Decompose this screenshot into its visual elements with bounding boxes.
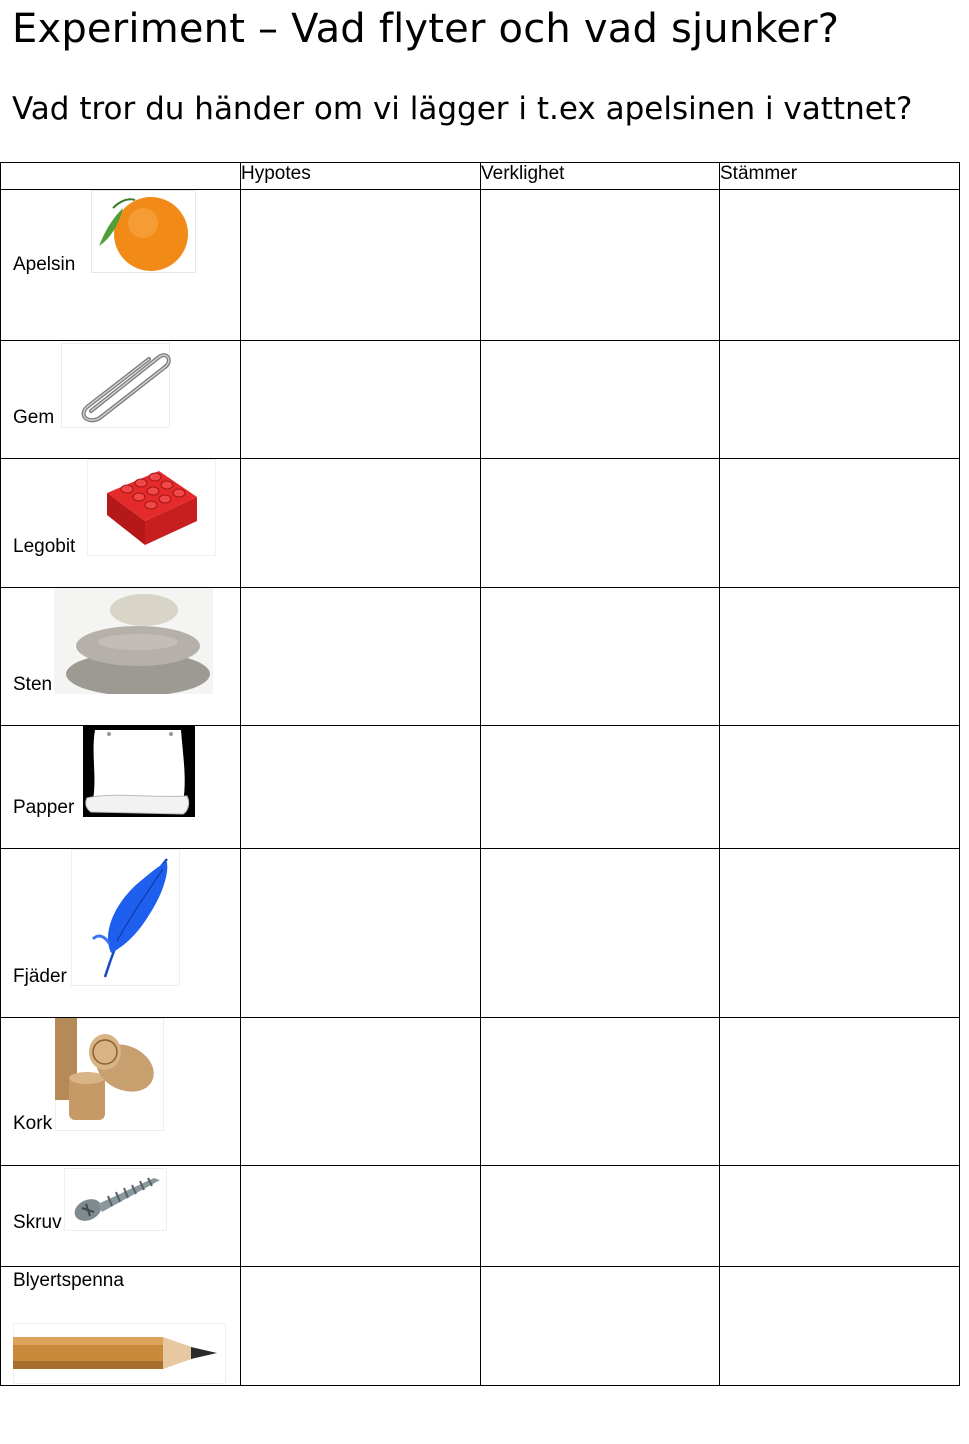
hypotes-cell[interactable] bbox=[241, 190, 481, 341]
verklighet-cell[interactable] bbox=[481, 849, 720, 1018]
hypotes-cell[interactable] bbox=[241, 341, 481, 459]
hypotes-cell[interactable] bbox=[241, 1166, 481, 1267]
table-row bbox=[1, 849, 960, 1018]
item-cell-kork bbox=[1, 1018, 241, 1166]
hypotes-cell[interactable] bbox=[241, 1018, 481, 1166]
item-cell-apelsin bbox=[1, 190, 241, 341]
stammer-cell[interactable] bbox=[720, 849, 960, 1018]
verklighet-cell[interactable] bbox=[481, 1166, 720, 1267]
verklighet-cell[interactable] bbox=[481, 190, 720, 341]
table-row bbox=[1, 459, 960, 588]
verklighet-cell[interactable] bbox=[481, 341, 720, 459]
item-label: Skruv bbox=[13, 1212, 62, 1233]
table-row bbox=[1, 726, 960, 849]
table-row bbox=[1, 1166, 960, 1267]
experiment-table bbox=[0, 162, 960, 1386]
item-cell-legobit bbox=[1, 459, 241, 588]
hypotes-cell[interactable] bbox=[241, 849, 481, 1018]
table-row bbox=[1, 1267, 960, 1386]
paper-icon bbox=[83, 726, 195, 817]
item-cell-skruv bbox=[1, 1166, 241, 1267]
header-row bbox=[1, 163, 960, 190]
item-label: Sten bbox=[13, 674, 53, 695]
item-label: Kork bbox=[13, 1113, 53, 1134]
header-stammer: Stämmer bbox=[720, 163, 960, 190]
item-label: Papper bbox=[13, 797, 75, 818]
page-title: Experiment – Vad flyter och vad sjunker? bbox=[12, 6, 840, 52]
orange-icon bbox=[91, 190, 197, 274]
table-row bbox=[1, 341, 960, 459]
table-row bbox=[1, 588, 960, 726]
stammer-cell[interactable] bbox=[720, 341, 960, 459]
stammer-cell[interactable] bbox=[720, 459, 960, 588]
item-cell-gem bbox=[1, 341, 241, 459]
header-hypotes: Hypotes bbox=[241, 163, 481, 190]
screw-icon bbox=[64, 1168, 168, 1232]
table-row bbox=[1, 1018, 960, 1166]
stammer-cell[interactable] bbox=[720, 1267, 960, 1386]
hypotes-cell[interactable] bbox=[241, 1267, 481, 1386]
stammer-cell[interactable] bbox=[720, 726, 960, 849]
item-label: Apelsin bbox=[13, 254, 76, 275]
hypotes-cell[interactable] bbox=[241, 726, 481, 849]
verklighet-cell[interactable] bbox=[481, 1018, 720, 1166]
item-cell-sten bbox=[1, 588, 241, 726]
verklighet-cell[interactable] bbox=[481, 1267, 720, 1386]
stammer-cell[interactable] bbox=[720, 1166, 960, 1267]
verklighet-cell[interactable] bbox=[481, 726, 720, 849]
paperclip-icon bbox=[61, 343, 171, 429]
stammer-cell[interactable] bbox=[720, 1018, 960, 1166]
hypotes-cell[interactable] bbox=[241, 588, 481, 726]
hypotes-cell[interactable] bbox=[241, 459, 481, 588]
pencil-icon bbox=[13, 1323, 227, 1385]
table-row bbox=[1, 190, 960, 341]
item-label: Fjäder bbox=[13, 966, 67, 987]
item-cell-fjader bbox=[1, 849, 241, 1018]
header-item bbox=[1, 163, 241, 190]
verklighet-cell[interactable] bbox=[481, 459, 720, 588]
cork-icon bbox=[55, 1018, 165, 1132]
header-verklighet: Verklighet bbox=[481, 163, 720, 190]
question-text: Vad tror du händer om vi lägger i t.ex apelsinen i vattnet? bbox=[12, 91, 913, 127]
stones-icon bbox=[54, 588, 213, 694]
verklighet-cell[interactable] bbox=[481, 588, 720, 726]
item-cell-papper bbox=[1, 726, 241, 849]
item-cell-blyertspenna bbox=[1, 1267, 241, 1386]
item-label: Legobit bbox=[13, 536, 76, 557]
item-label: Gem bbox=[13, 407, 55, 428]
feather-icon bbox=[71, 849, 181, 987]
stammer-cell[interactable] bbox=[720, 190, 960, 341]
stammer-cell[interactable] bbox=[720, 588, 960, 726]
lego-brick-icon bbox=[87, 459, 217, 557]
item-label: Blyertspenna bbox=[13, 1270, 124, 1291]
